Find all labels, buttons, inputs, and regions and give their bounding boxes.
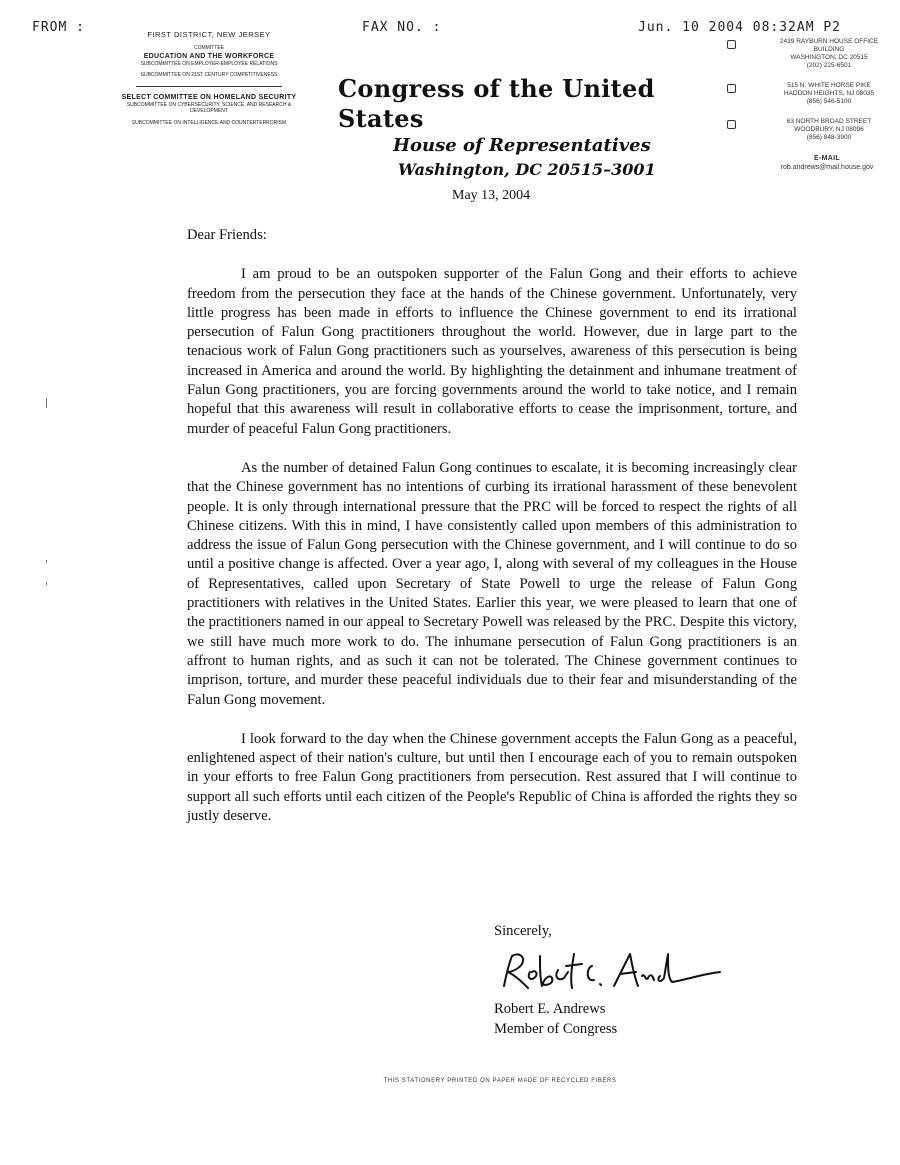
fax-number-label: FAX NO. : — [362, 20, 442, 35]
letter-paragraph-1: I am proud to be an outspoken supporter of the Falun Gong and their efforts to achieve freedom from the persecution they face at the hands of the Chinese government. Unfortunately, very little progress has been made in efforts to influence the Chinese government to end its irrational persecution of Falun Gong practitioners throughout the world. However, due in large part to the tenacious work of Falun Gong practitioners such as yourselves, awareness of this persecution is being increased in America and around the world. By highlighting the detainment and inhumane treatment of Falun Gong practitioners, you are forcing governments around the world to take notice, and I remain hopeful that this awareness will result in collaborative efforts to cease the imprisonment, torture, and murder of peaceful Falun Gong practitioners. — [187, 266, 797, 437]
letterhead-committees — [118, 30, 300, 126]
scan-mark — [46, 582, 47, 585]
office-phone: (856) 848-3900 — [806, 134, 852, 141]
congress-title: Congress of the United States — [338, 74, 655, 133]
house-title: House of Representatives — [393, 135, 651, 156]
scan-mark — [46, 560, 47, 563]
city-address: Washington, DC 20515–3001 — [398, 160, 656, 179]
select-committee-name: SELECT COMMITTEE ON HOMELAND SECURITY — [121, 93, 297, 101]
office-line: WOODBURY, NJ 08096 — [794, 126, 864, 133]
select-subcommittee-2: SUBCOMMITTEE ON INTELLIGENCE AND COUNTERTERRORISM — [131, 119, 287, 126]
office-washington — [724, 38, 894, 70]
office-phone: (856) 546-5100 — [806, 98, 852, 105]
letterhead-divider — [136, 86, 282, 87]
email-block — [724, 154, 894, 172]
office-line: WASHINGTON, DC 20515 — [790, 54, 868, 61]
letterhead-title-block — [330, 74, 690, 182]
committee-label: COMMITTEE — [194, 45, 224, 51]
letter-greeting: Dear Friends: — [187, 227, 267, 243]
checkbox-icon — [727, 120, 736, 129]
letterhead-offices — [724, 38, 894, 172]
select-subcommittee-1: SUBCOMMITTEE ON CYBERSECURITY, SCIENCE, AND RESEARCH & DEVELOPMENT — [126, 101, 292, 114]
handwritten-signature — [496, 948, 726, 998]
signer-title: Member of Congress — [494, 1021, 618, 1037]
letter-paragraph-3: I look forward to the day when the Chinese government accepts the Falun Gong as a peaceful, enlightened aspect of their nation's culture, but until then I encourage each of you to remain outspoken in your efforts to free Falun Gong practitioners from persecution. Rest assured that I will continue to support all such efforts until each citizen of the People's Republic of China is afforded the rights they so justly deserve. — [187, 730, 797, 825]
letter-date: May 13, 2004 — [452, 188, 531, 203]
office-line: HADDON HEIGHTS, NJ 08035 — [783, 90, 875, 97]
district-label: FIRST DISTRICT, NEW JERSEY — [147, 30, 271, 39]
scan-mark — [46, 398, 47, 408]
checkbox-icon — [727, 40, 736, 49]
office-line: 2439 RAYBURN HOUSE OFFICE BUILDING — [779, 38, 879, 53]
subcommittee-1: SUBCOMMITTEE ON EMPLOYER-EMPLOYEE RELATIONS — [140, 60, 278, 67]
letter-closing: Sincerely, — [494, 923, 552, 939]
stationery-footer: THIS STATIONERY PRINTED ON PAPER MADE OF RECYCLED FIBERS — [383, 1078, 617, 1084]
fax-datetime: Jun. 10 2004 08:32AM P2 — [638, 20, 842, 35]
fax-from-label: FROM : — [32, 20, 85, 35]
office-line: 515 N. WHITE HORSE PIKE — [787, 82, 871, 89]
letter-body — [187, 226, 797, 846]
office-woodbury — [724, 118, 894, 142]
checkbox-icon — [727, 84, 736, 93]
signer-name: Robert E. Andrews — [494, 1001, 606, 1017]
subcommittee-2: SUBCOMMITTEE ON 21ST CENTURY COMPETITIVENESS — [140, 72, 278, 78]
email-address: rob.andrews@mail.house.gov — [780, 164, 874, 171]
office-phone: (202) 225-6501 — [806, 62, 852, 69]
office-line: 63 NORTH BROAD STREET — [786, 118, 872, 125]
committee-name: EDUCATION AND THE WORKFORCE — [143, 52, 275, 60]
signer-block — [494, 999, 617, 1039]
letter-paragraph-2: As the number of detained Falun Gong continues to escalate, it is becoming increasingly clear that the Chinese government has no intentions of curbing its irrational harassment of these benevolent people. It is only through international pressure that the PRC will be forced to respect the rights of all Chinese citizens. With this in mind, I have consistently called upon members of this administration to address the issue of Falun Gong persecution with the Chinese government, and I will continue to do so until a positive change is affected. Over a year ago, I, along with several of my colleagues in the House of Representatives, called upon Secretary of State Powell to urge the release of Falun Gong practitioners with relatives in the United States. Earlier this year, we were pleased to learn that one of the practitioners named in our appeal to Secretary Powell was released by the PRC. Despite this victory, we still have much more work to do. The inhumane persecution of Falun Gong practitioners is an affront to human rights, and as such it can not be tolerated. The Chinese government continues to imprison, torture, and murder these peaceful individuals due to their fear and misunderstanding of the Falun Gong movement. — [187, 459, 797, 708]
email-label: E-MAIL — [814, 155, 840, 162]
office-haddon-heights — [724, 82, 894, 106]
